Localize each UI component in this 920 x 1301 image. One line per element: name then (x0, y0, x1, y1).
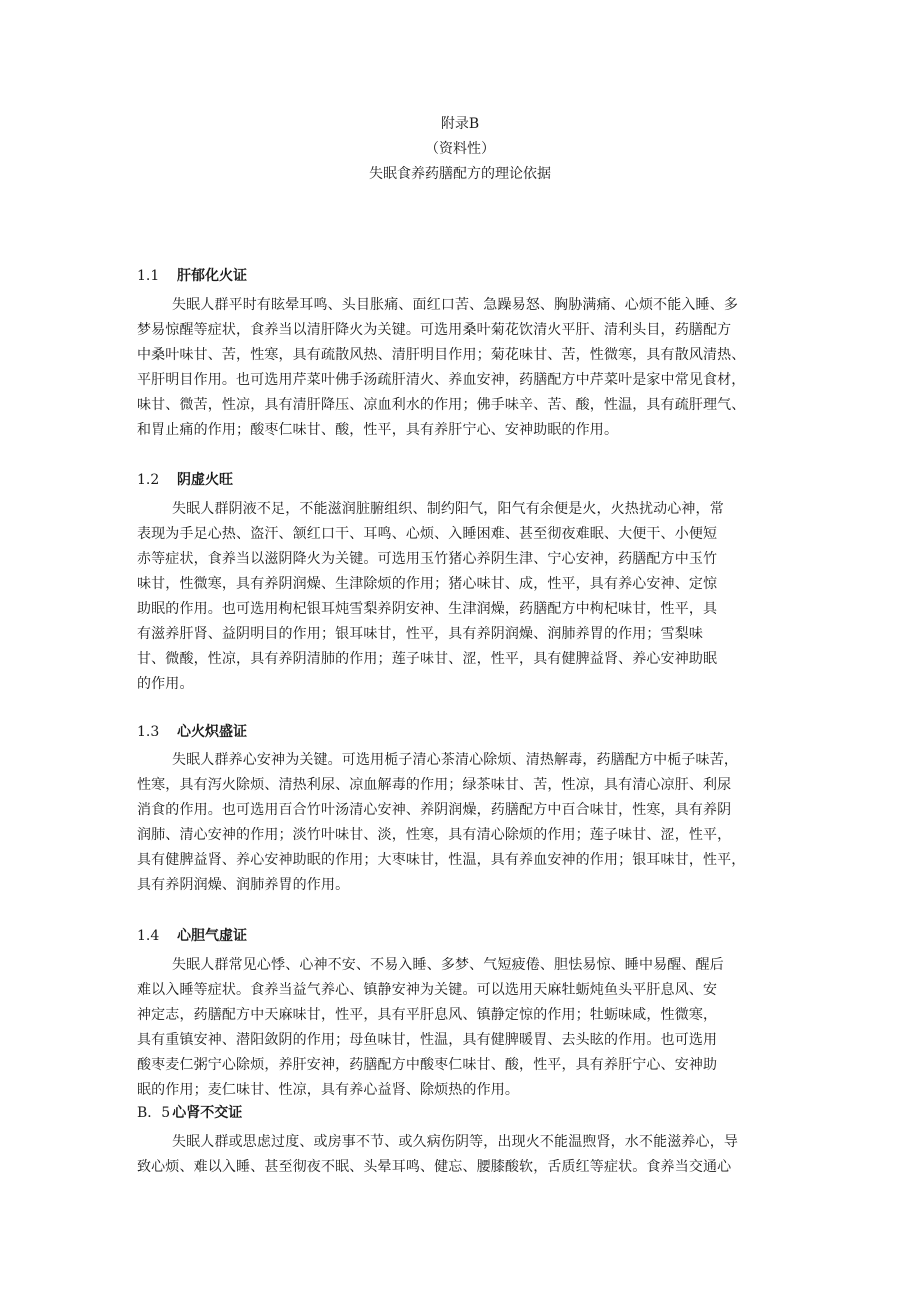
section-paragraph-1-3 (137, 748, 787, 898)
section-number: 1.2 (137, 472, 160, 488)
section-paragraph-1-2 (137, 497, 787, 697)
appendix-title: 失眠食养药膳配方的理论依据 (369, 166, 551, 182)
paragraph-line: 失眠人群或思虑过度、或房事不节、或久病伤阴等，出现火不能温煦肾，水不能滋养心，导 (172, 1134, 738, 1150)
section-title: 肝郁化火证 (177, 268, 247, 284)
paragraph-line: 润肺、清心安神的作用；淡竹叶味甘、淡，性寒，具有清心除烦的作用；莲子味甘、涩，性平， (137, 827, 732, 843)
paragraph-line: 味甘、微苦，性凉，具有清肝降压、凉血利水的作用；佛手味辛、苦、酸，性温，具有疏肝理气、 (137, 397, 746, 413)
section-paragraph-b-5 (137, 1130, 787, 1180)
paragraph-line: 平肝明目作用。也可选用芹菜叶佛手汤疏肝清火、养血安神，药膳配方中芹菜叶是家中常见食材， (137, 372, 746, 388)
paragraph-line: 助眠的作用。也可选用枸杞银耳炖雪梨养阴安神、生津润燥，药膳配方中枸杞味甘，性平，具 (137, 601, 718, 617)
section-heading-1-4 (137, 926, 247, 946)
paragraph-line: 具有重镇安神、潜阳敛阴的作用；母鱼味甘，性温，具有健脾暖胃、去头眩的作用。也可选用 (137, 1032, 718, 1048)
section-number: 1.3 (137, 724, 160, 740)
section-heading-1-1 (137, 266, 247, 286)
section-number: 1.4 (137, 928, 160, 944)
paragraph-line: 失眠人群养心安神为关键。可选用栀子清心茶清心除烦、清热解毒，药膳配方中栀子味苦， (172, 752, 738, 768)
paragraph-line: 味甘，性微寒，具有养阴润燥、生津除烦的作用；猪心味甘、成，性平，具有养心安神、定惊 (137, 576, 718, 592)
section-heading-b-5 (137, 1103, 242, 1123)
section-title: 心胆气虚证 (177, 928, 247, 944)
paragraph-line: 失眠人群平时有眩晕耳鸣、头目胀痛、面红口苦、急躁易怒、胸胁满痛、心烦不能入睡、多 (172, 297, 738, 313)
paragraph-line: 性寒，具有泻火除烦、清热利尿、凉血解毒的作用；绿茶味甘、苦，性凉，具有清心凉肝、利尿 (137, 777, 732, 793)
paragraph-line: 失眠人群阴液不足，不能滋润脏腑组织、制约阳气，阳气有余便是火，火热扰动心神，常 (172, 501, 724, 517)
paragraph-line: 具有健脾益肾、养心安神助眠的作用；大枣味甘，性温，具有养血安神的作用；银耳味甘，性平， (137, 852, 746, 868)
paragraph-line: 中桑叶味甘、苦，性寒，具有疏散风热、清肝明目作用；菊花味甘、苦，性微寒，具有散风清热、 (137, 347, 746, 363)
section-heading-1-3 (137, 722, 247, 742)
section-paragraph-1-4 (137, 953, 787, 1103)
paragraph-line: 神定志，药膳配方中天麻味甘，性平，具有平肝息风、镇静定惊的作用；牡蛎味咸，性微寒， (137, 1007, 718, 1023)
paragraph-line: 眠的作用；麦仁味甘、性凉，具有养心益肾、除烦热的作用。 (137, 1082, 520, 1098)
paragraph-line: 甘、微酸，性凉，具有养阴清肺的作用；莲子味甘、涩，性平，具有健脾益肾、养心安神助眠 (137, 651, 718, 667)
section-number: B．5 (137, 1105, 171, 1121)
section-number: 1.1 (137, 268, 160, 284)
section-title: 心火炽盛证 (177, 724, 247, 740)
paragraph-line: 表现为手足心热、盗汗、颔红口干、耳鸣、心烦、入睡困难、甚至彻夜难眠、大便干、小便短 (137, 526, 718, 542)
paragraph-line: 的作用。 (137, 676, 194, 692)
section-title: 心肾不交证 (172, 1105, 243, 1121)
paragraph-line: 致心烦、难以入睡、甚至彻夜不眠、头晕耳鸣、健忘、腰膝酸软，舌质红等症状。食养当交通心 (137, 1159, 732, 1175)
section-heading-1-2 (137, 470, 233, 490)
paragraph-line: 消食的作用。也可选用百合竹叶汤清心安神、养阴润燥，药膳配方中百合味甘，性寒，具有养阴 (137, 802, 732, 818)
paragraph-line: 有滋养肝肾、益阴明目的作用；银耳味甘，性平，具有养阴润燥、润肺养胃的作用；雪梨味 (137, 626, 703, 642)
paragraph-line: 失眠人群常见心悸、心神不安、不易入睡、多梦、气短疲倦、胆怯易惊、睡中易醒、醒后 (172, 957, 724, 973)
paragraph-line: 和胃止痛的作用；酸枣仁味甘、酸，性平，具有养肝宁心、安神助眠的作用。 (137, 422, 619, 438)
paragraph-line: 梦易惊醒等症状，食养当以清肝降火为关键。可选用桑叶菊花饮清火平肝、清利头目，药膳配方 (137, 322, 732, 338)
paragraph-line: 赤等症状，食养当以滋阴降火为关键。可选用玉竹猪心养阴生津、宁心安神，药膳配方中玉竹 (137, 551, 718, 567)
section-paragraph-1-1 (137, 293, 787, 443)
paragraph-line: 酸枣麦仁粥宁心除烦，养肝安神，药膳配方中酸枣仁味甘、酸，性平，具有养肝宁心、安神助 (137, 1057, 718, 1073)
appendix-nature: （资料性） (425, 141, 495, 157)
section-title: 阴虚火旺 (177, 472, 233, 488)
paragraph-line: 具有养阴润燥、润肺养胃的作用。 (137, 877, 350, 893)
appendix-label: 附录B (440, 116, 480, 132)
paragraph-line: 难以入睡等症状。食养当益气养心、镇静安神为关键。可以选用天麻牡蛎炖鱼头平肝息风、安 (137, 982, 718, 998)
